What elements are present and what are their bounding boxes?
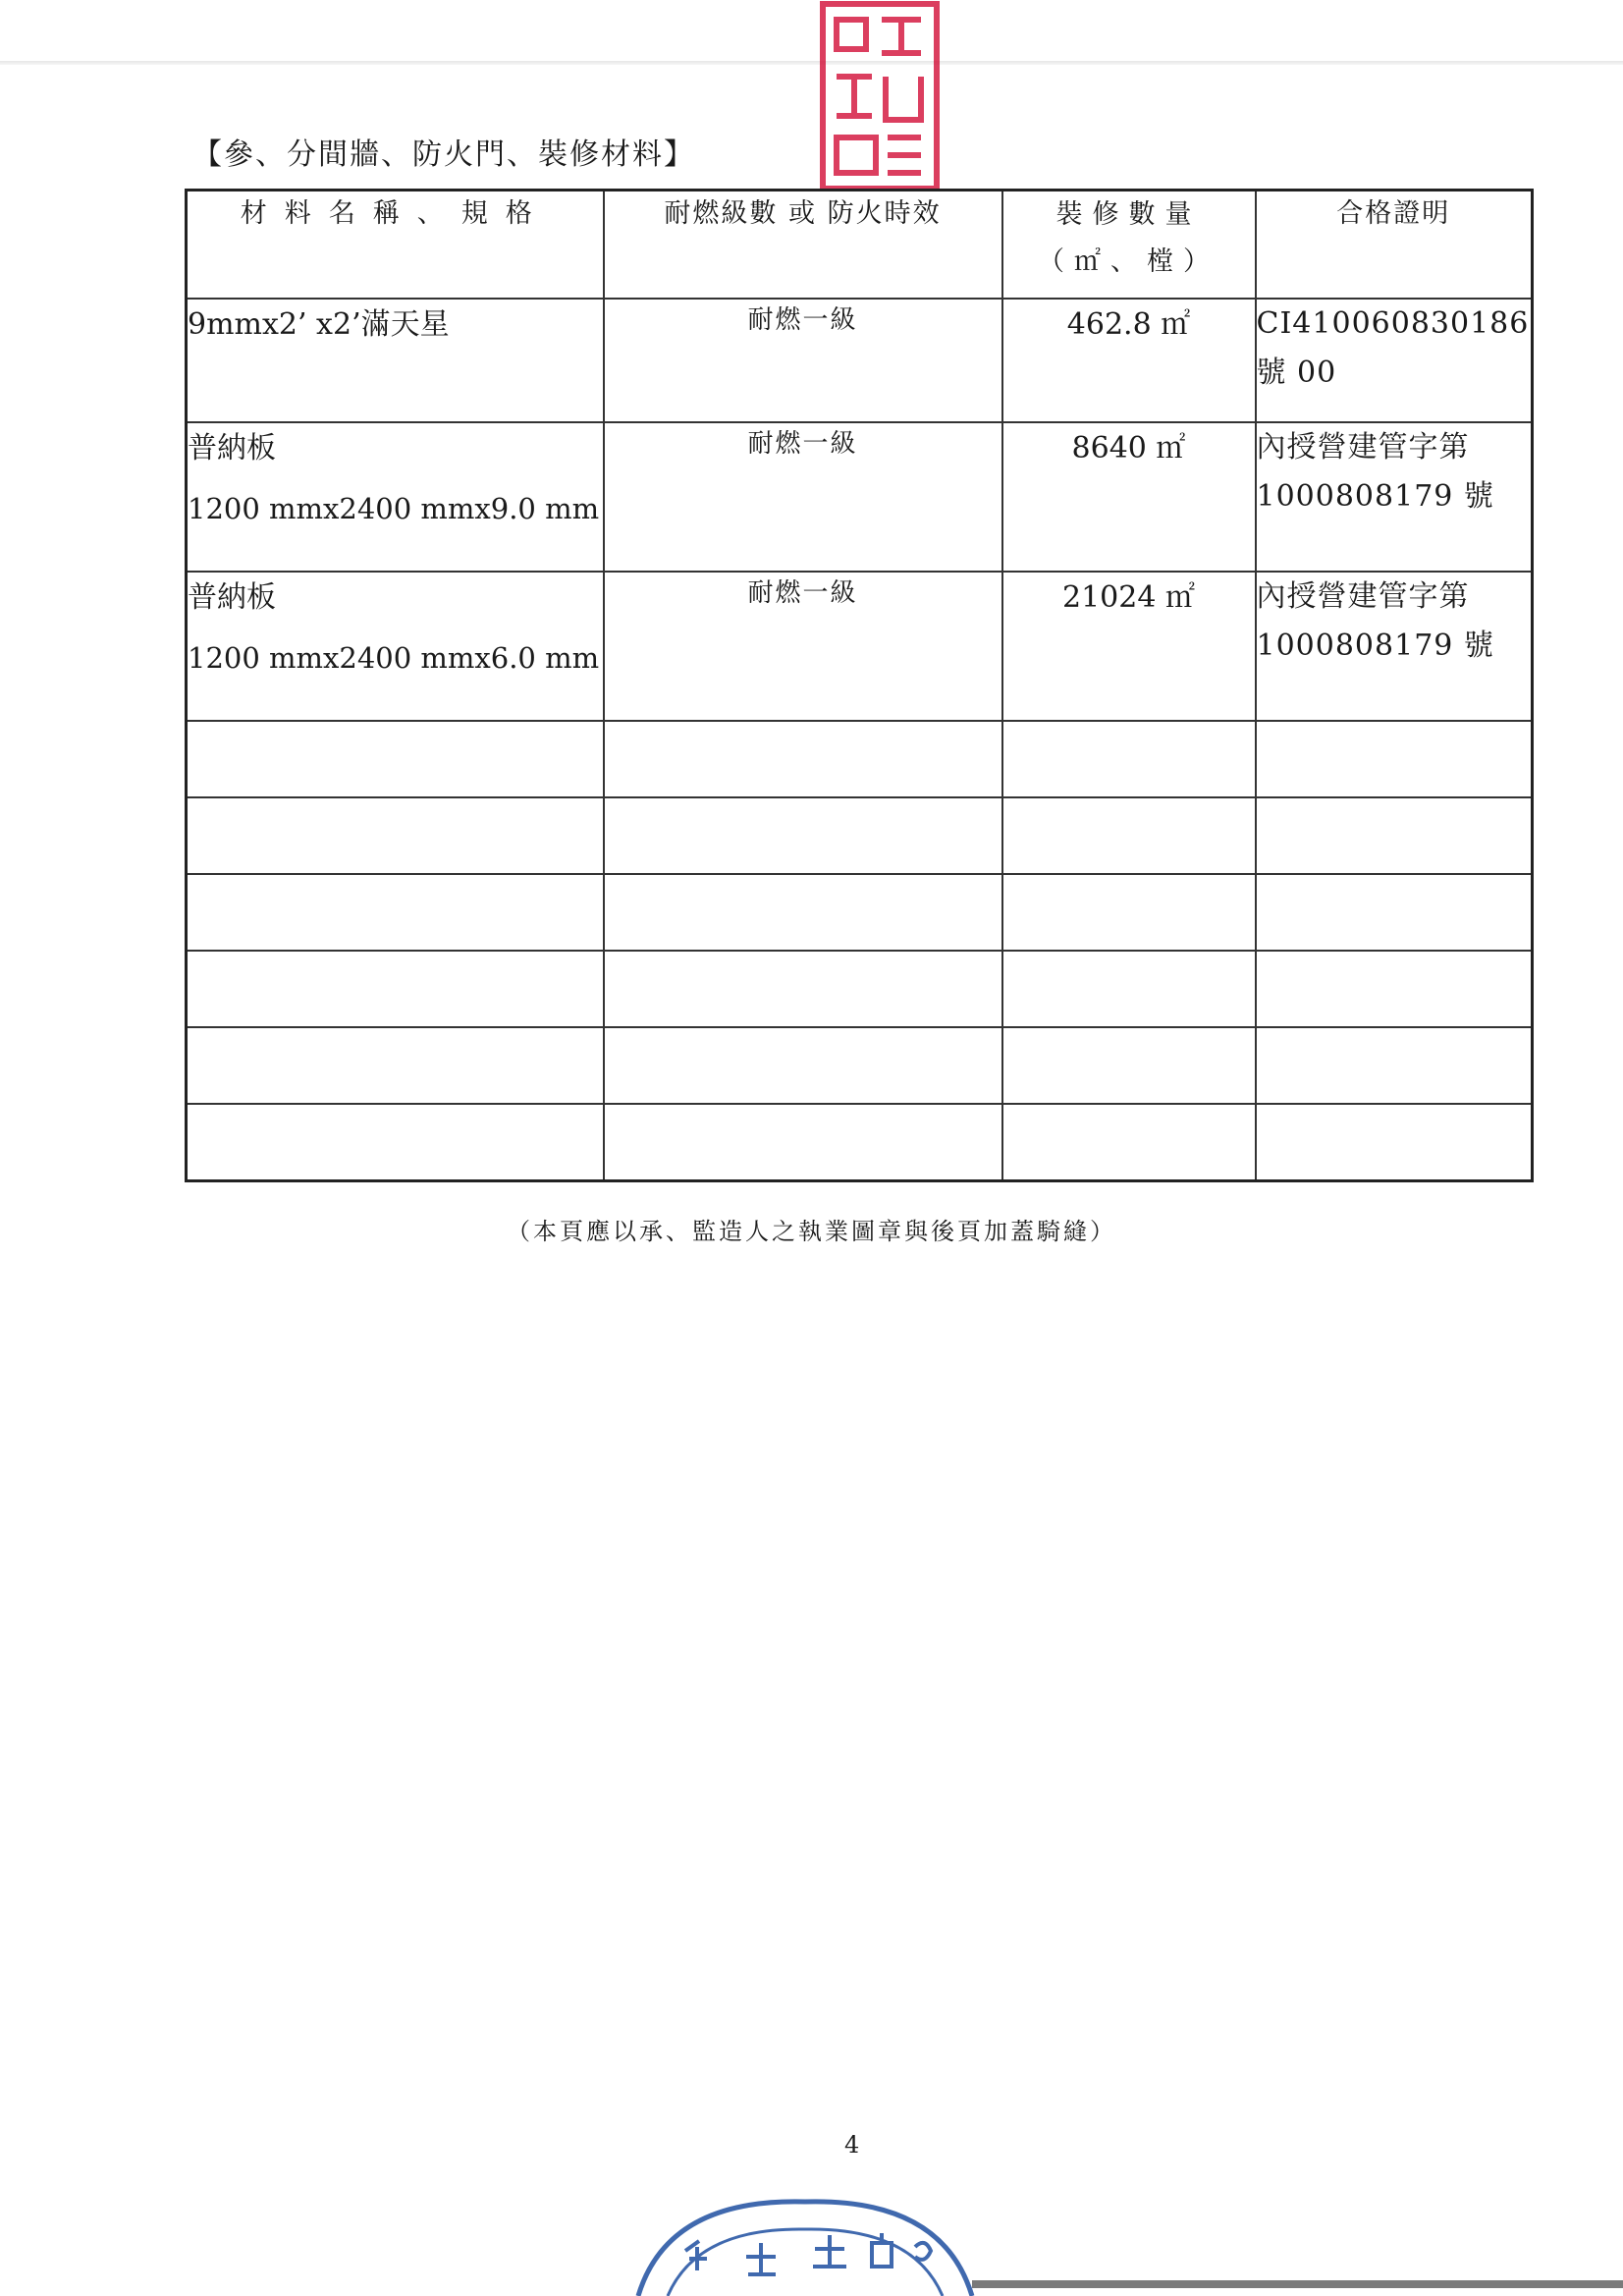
empty-cell	[1256, 1104, 1533, 1181]
certificate-cell	[1256, 299, 1533, 422]
paper-fold-line	[0, 61, 1623, 65]
material-name-cell	[187, 422, 604, 572]
empty-table-row	[187, 874, 1533, 951]
material-name: 9mmx2’ x2’滿天星	[188, 307, 450, 342]
header-fire-rating: 耐燃級數 或 防火時效	[604, 191, 1002, 300]
empty-table-row	[187, 1027, 1533, 1104]
empty-cell	[604, 797, 1002, 874]
table-row	[187, 422, 1533, 572]
empty-cell	[1256, 951, 1533, 1027]
empty-cell	[1002, 721, 1256, 797]
empty-cell	[604, 1104, 1002, 1181]
header-certificate: 合格證明	[1256, 191, 1533, 300]
header-material-name: 材料名稱、規格	[187, 191, 604, 300]
table-row	[187, 572, 1533, 721]
quantity-cell: 8640 ㎡	[1002, 422, 1256, 572]
empty-cell	[187, 721, 604, 797]
empty-cell	[604, 951, 1002, 1027]
material-name: 普納板	[188, 580, 276, 615]
certificate-cell	[1256, 422, 1533, 572]
empty-cell	[187, 874, 604, 951]
empty-cell	[604, 721, 1002, 797]
empty-table-row	[187, 721, 1533, 797]
empty-cell	[1256, 1027, 1533, 1104]
materials-table	[185, 189, 1534, 1182]
empty-cell	[187, 797, 604, 874]
empty-table-row	[187, 951, 1533, 1027]
empty-cell	[187, 1104, 604, 1181]
header-quantity-label: 裝修數量	[1055, 199, 1202, 230]
certificate-line: 內授營建管字第	[1256, 579, 1470, 614]
certificate-line: 1000808179 號	[1256, 479, 1494, 514]
table-row	[187, 299, 1533, 422]
quantity-cell: 21024 ㎡	[1002, 572, 1256, 721]
fire-rating-cell: 耐燃一級	[604, 299, 1002, 422]
empty-cell	[1002, 1027, 1256, 1104]
table-header-row	[187, 191, 1533, 300]
empty-cell	[604, 874, 1002, 951]
empty-cell	[1002, 874, 1256, 951]
blue-stamp	[628, 2188, 982, 2296]
certificate-cell	[1256, 572, 1533, 721]
red-seal-stamp	[817, 0, 943, 192]
empty-cell	[1256, 721, 1533, 797]
empty-cell	[187, 1027, 604, 1104]
certificate-line: CI410060830186	[1256, 306, 1530, 341]
material-name-cell	[187, 299, 604, 422]
certificate-line: 1000808179 號	[1256, 629, 1494, 663]
quantity-cell: 462.8 ㎡	[1002, 299, 1256, 422]
material-spec: 1200 mmx2400 mmx9.0 mm	[188, 492, 600, 525]
empty-cell	[187, 951, 604, 1027]
seal-instruction-footnote: （本頁應以承、監造人之執業圖章與後頁加蓋騎縫）	[507, 1218, 1116, 1245]
empty-cell	[1002, 951, 1256, 1027]
empty-cell	[604, 1027, 1002, 1104]
material-name: 普納板	[188, 431, 276, 465]
empty-cell	[1256, 797, 1533, 874]
empty-cell	[1256, 874, 1533, 951]
empty-table-row	[187, 1104, 1533, 1181]
scan-edge-line	[972, 2280, 1623, 2288]
empty-cell	[1002, 797, 1256, 874]
header-quantity-unit: （㎡、樘）	[1038, 246, 1219, 277]
fire-rating-cell: 耐燃一級	[604, 422, 1002, 572]
page-number: 4	[844, 2131, 860, 2159]
material-name-cell	[187, 572, 604, 721]
header-quantity	[1002, 191, 1256, 300]
fire-rating-cell: 耐燃一級	[604, 572, 1002, 721]
section-title: 【參、分間牆、防火門、裝修材料】	[192, 137, 695, 172]
empty-cell	[1002, 1104, 1256, 1181]
certificate-line: 號 00	[1256, 355, 1337, 390]
material-spec: 1200 mmx2400 mmx6.0 mm	[188, 641, 600, 675]
empty-table-row	[187, 797, 1533, 874]
certificate-line: 內授營建管字第	[1256, 430, 1470, 465]
